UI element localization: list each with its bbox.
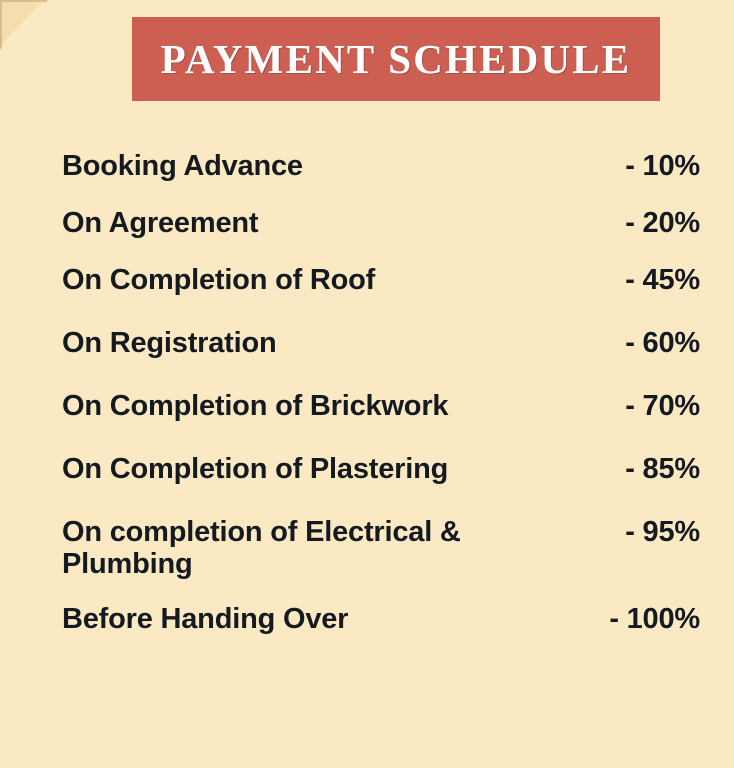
payment-milestone-label: On Registration xyxy=(62,327,277,359)
list-item xyxy=(62,390,714,423)
payment-milestone-label: Booking Advance xyxy=(62,150,303,182)
payment-milestone-label: On Agreement xyxy=(62,207,259,239)
payment-percentage-value: - 100% xyxy=(609,602,700,635)
corner-fold-edge-decoration xyxy=(0,0,48,50)
list-item xyxy=(62,207,714,240)
list-item xyxy=(62,516,714,581)
payment-percentage-value: - 45% xyxy=(625,264,700,296)
payment-percentage-value: - 20% xyxy=(625,207,700,239)
payment-milestone-label: Before Handing Over xyxy=(62,602,349,635)
list-item xyxy=(62,453,714,486)
list-item xyxy=(62,603,714,636)
payment-percentage-value: - 70% xyxy=(625,390,700,422)
list-item xyxy=(62,327,714,360)
payment-percentage-value: - 60% xyxy=(625,327,700,359)
payment-milestone-label: On Completion of Roof xyxy=(62,264,376,296)
payment-percentage-value: - 95% xyxy=(625,516,700,548)
payment-schedule-list xyxy=(0,150,734,660)
list-item xyxy=(62,150,714,183)
payment-percentage-value: - 85% xyxy=(625,453,700,485)
page-title: PAYMENT SCHEDULE xyxy=(160,36,632,82)
list-item xyxy=(62,264,714,297)
title-banner xyxy=(132,17,660,101)
payment-milestone-label: On Completion of Brickwork xyxy=(62,390,449,422)
payment-milestone-label: On Completion of Plastering xyxy=(62,453,449,485)
payment-milestone-label: On completion of Electrical & Plumbing xyxy=(62,516,461,581)
payment-percentage-value: - 10% xyxy=(625,150,700,182)
